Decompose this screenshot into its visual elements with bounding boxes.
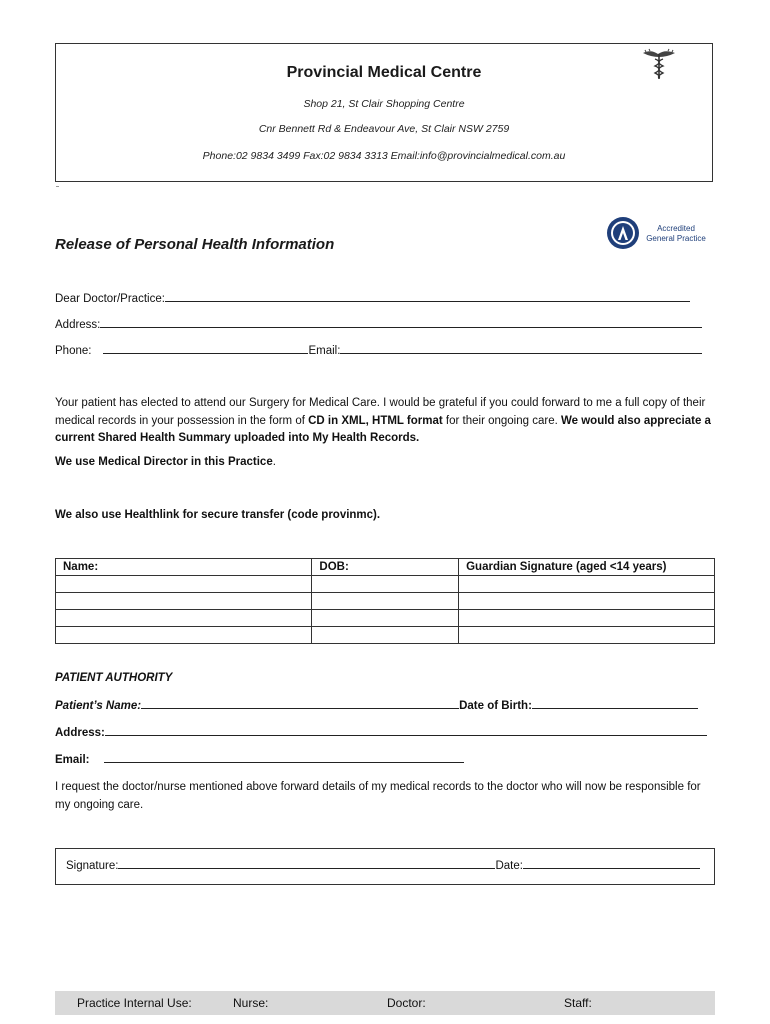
patient-address-label: Address: (55, 727, 105, 739)
contact-line: Phone:02 9834 3499 Fax:02 9834 3313 Email:info@provincialmedical.com.au (202, 150, 566, 162)
table-row (56, 593, 715, 610)
consent-paragraph: I request the doctor/nurse mentioned above forward details of my medical records to the doctor who will now be responsible for my ongoing care. (55, 781, 701, 811)
signature-label: Signature: (66, 860, 119, 872)
table-header-name: Name: (56, 559, 312, 576)
address-line-1: Shop 21, St Clair Shopping Centre (303, 98, 465, 110)
medical-director-period: . (272, 456, 276, 468)
table-cell[interactable] (56, 627, 312, 644)
request-paragraph (55, 395, 717, 448)
caduceus-icon (641, 47, 677, 81)
patient-email-label: Email: (55, 754, 90, 766)
dob-line[interactable] (532, 698, 698, 709)
request-text-cont: for their ongoing care. (442, 414, 561, 427)
document-title: Release of Personal Health Information (55, 236, 335, 253)
healthlink-note: We also use Healthlink for secure transfer (code provinmc). (55, 509, 381, 521)
table-cell[interactable] (459, 627, 715, 644)
patient-address-field[interactable] (55, 725, 707, 739)
patient-email-field[interactable] (55, 752, 464, 766)
internal-use-bar (55, 991, 715, 1015)
badge-line-2: General Practice (646, 234, 706, 243)
doctor-label: Doctor: (387, 996, 426, 1010)
letterhead-box (55, 43, 713, 182)
table-row (56, 627, 715, 644)
doctor-practice-label: Dear Doctor/Practice: (55, 293, 165, 305)
table-header-guardian: Guardian Signature (aged <14 years) (459, 559, 715, 576)
table-cell[interactable] (459, 593, 715, 610)
medical-director-text: We use Medical Director in this Practice (55, 456, 273, 468)
internal-use-label: Practice Internal Use: (77, 996, 192, 1010)
accreditation-badge (604, 215, 714, 251)
table-cell[interactable] (312, 593, 459, 610)
doctor-practice-line[interactable] (165, 291, 690, 302)
address-label: Address: (55, 319, 101, 331)
signature-date-field[interactable] (66, 858, 700, 872)
request-text: Your patient has elected to attend our Surgery for Medical Care. I would be grateful if you could forward to me a full copy of their medical records in your possession in the form of (55, 397, 706, 427)
badge-line-1: Accredited (657, 224, 695, 233)
address-line[interactable] (100, 317, 702, 328)
patient-name-dob-field[interactable] (55, 698, 698, 712)
address-line-2: Cnr Bennett Rd & Endeavour Ave, St Clair NSW 2759 (258, 123, 510, 135)
patient-table (55, 558, 715, 644)
phone-email-field[interactable] (55, 343, 702, 357)
table-header-dob: DOB: (312, 559, 459, 576)
date-label: Date: (495, 860, 523, 872)
table-cell[interactable] (56, 610, 312, 627)
email-line[interactable] (340, 343, 702, 354)
table-cell[interactable] (312, 576, 459, 593)
table-row (56, 576, 715, 593)
patient-address-line[interactable] (105, 725, 707, 736)
date-line[interactable] (523, 858, 700, 869)
table-cell[interactable] (459, 576, 715, 593)
patient-name-line[interactable] (141, 698, 459, 709)
table-cell[interactable] (56, 576, 312, 593)
address-field[interactable] (55, 317, 702, 331)
patient-email-line[interactable] (104, 752, 464, 763)
signature-line[interactable] (118, 858, 495, 869)
dob-label: Date of Birth: (459, 700, 532, 712)
patient-authority-title: PATIENT AUTHORITY (55, 672, 173, 684)
shared-health-text: We would also appreciate a current Shared Health Summary uploaded into My Health Records. (55, 414, 711, 444)
phone-line[interactable] (103, 343, 308, 354)
medical-director-note (55, 454, 717, 472)
email-label: Email: (308, 345, 341, 357)
signature-box (55, 848, 715, 885)
staff-label: Staff: (564, 996, 592, 1010)
practice-name: Provincial Medical Centre (286, 64, 482, 81)
table-cell[interactable] (459, 610, 715, 627)
table-header-row (56, 559, 715, 576)
doctor-practice-field[interactable] (55, 291, 690, 305)
table-cell[interactable] (312, 610, 459, 627)
nurse-label: Nurse: (233, 996, 269, 1010)
phone-label: Phone: (55, 345, 92, 357)
table-cell[interactable] (312, 627, 459, 644)
format-text: CD in XML, HTML format (308, 414, 443, 427)
table-cell[interactable] (56, 593, 312, 610)
table-row (56, 610, 715, 627)
patient-name-label: Patient’s Name: (55, 700, 142, 712)
divider-mark (56, 186, 59, 187)
